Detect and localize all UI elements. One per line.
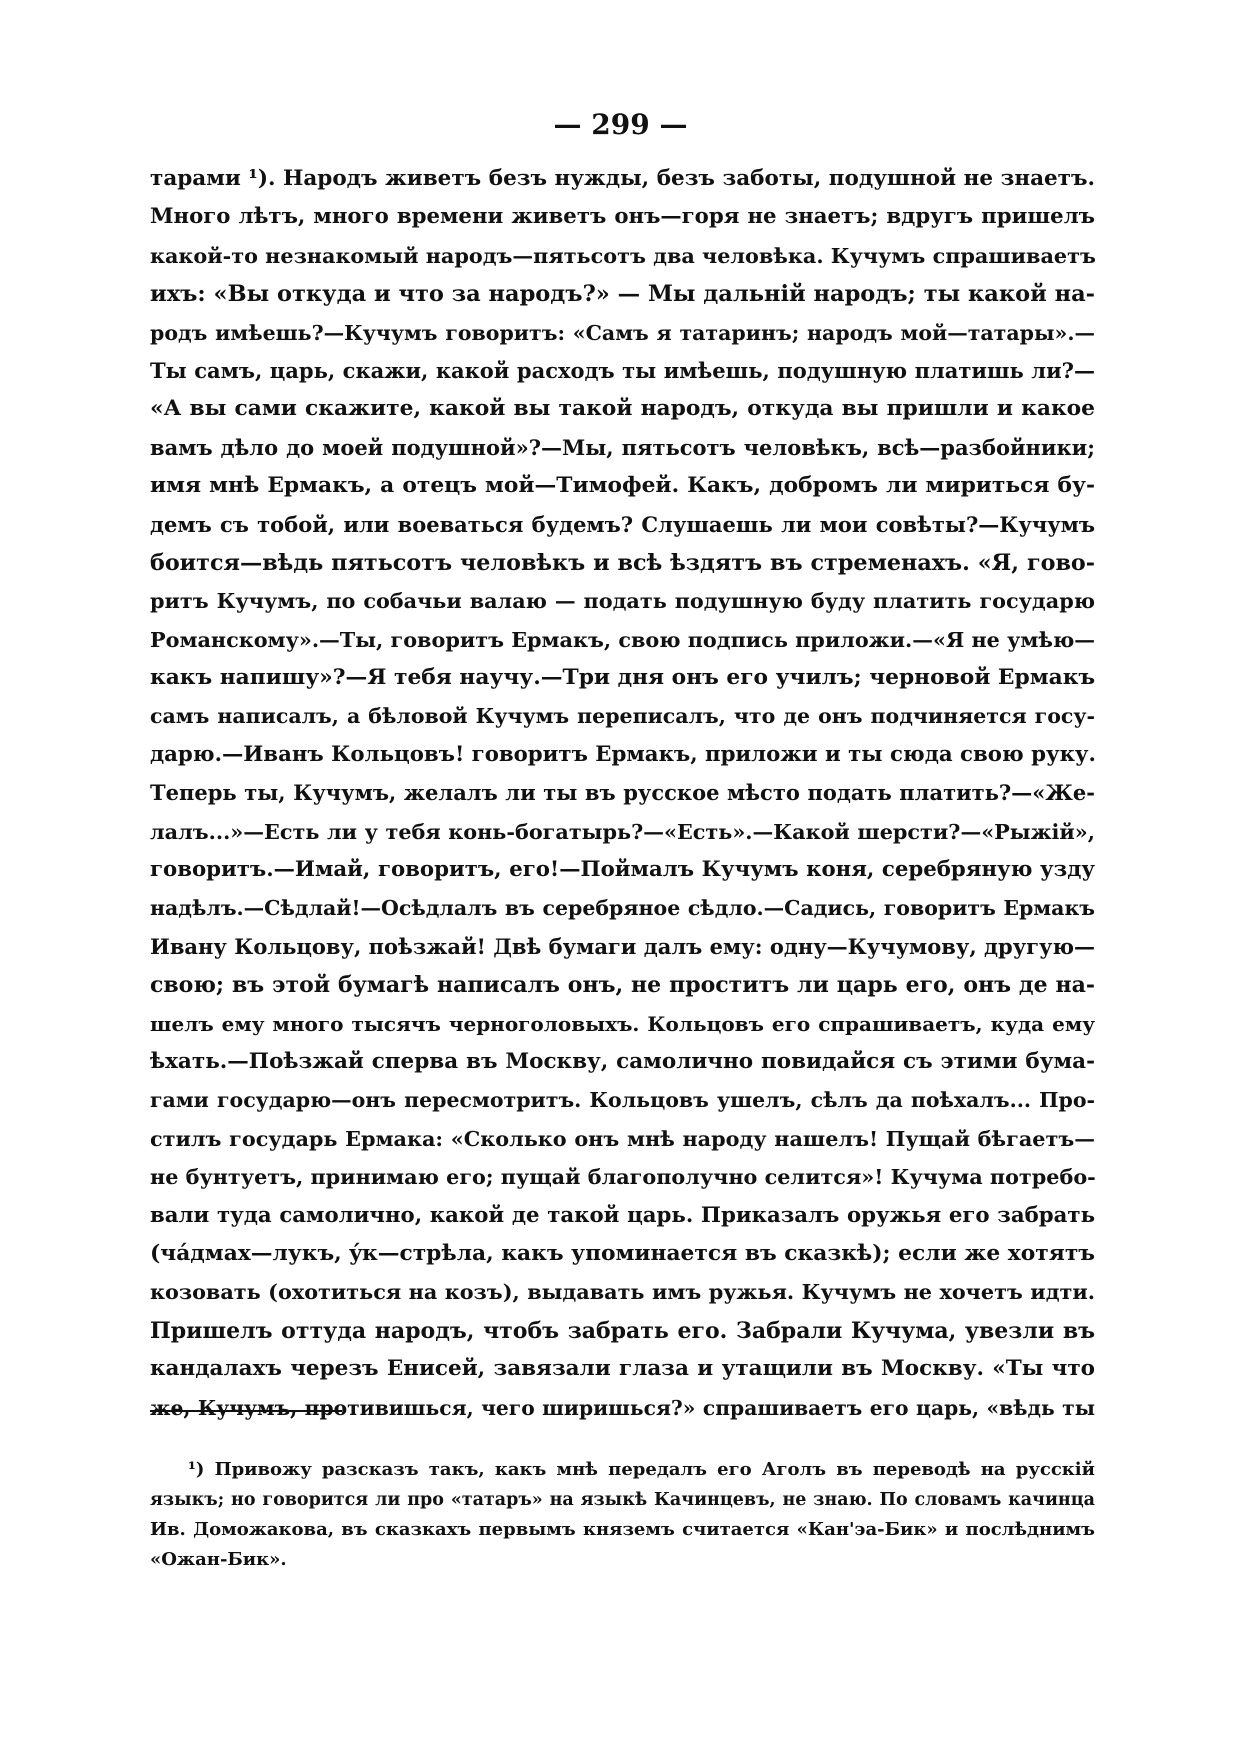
page-number: — 299 —	[553, 108, 688, 141]
footnote-line: Ив. Доможакова, въ сказкахъ первымъ княземъ считается «Кан'эа-Бик» и послѣднимъ	[150, 1519, 1095, 1540]
footnotes	[150, 1455, 1095, 1575]
body-line: козовать (охотиться на козъ), выдавать имъ ружья. Кучумъ не хочетъ идти.	[150, 1280, 1095, 1305]
body-text	[150, 160, 1095, 1427]
body-line: какой-то незнакомый народъ—пятьсотъ два человѣка. Кучумъ спрашиваетъ	[150, 243, 1096, 268]
body-line: вали туда самолично, какой де такой царь. Приказалъ оружья его забрать	[150, 1202, 1095, 1228]
body-line: Ивану Кольцову, поѣзжай! Двѣ бумаги далъ ему: одну—Кучумову, другую—	[150, 933, 1095, 959]
body-line: (чáдмах—лукъ, ýк—стрѣла, какъ упоминается въ сказкѣ); если же хотятъ	[150, 1240, 1095, 1266]
body-line: надѣлъ.—Сѣдлай!—Осѣдлалъ въ серебряное сѣдло.—Садись, говоритъ Ермакъ	[150, 896, 1095, 921]
body-line: же, Кучумъ, противишься, чего ширишься?» спрашиваетъ его царь, «вѣдь ты	[150, 1395, 1095, 1420]
body-line: Ты самъ, царь, скажи, какой расходъ ты имѣешь, подушную платишь ли?—	[150, 357, 1095, 383]
body-line: ритъ Кучумъ, по собачьи валаю — подать подушную буду платить государю	[150, 589, 1095, 614]
body-line: родъ имѣешь?—Кучумъ говоритъ: «Самъ я татаринъ; народъ мой—татары».—	[150, 320, 1095, 345]
body-line: тарами ¹). Народъ живетъ безъ нужды, безъ заботы, подушной не знаетъ.	[150, 166, 1095, 191]
body-line: ѣхать.—Поѣзжай сперва въ Москву, самолично повидайся съ этими бума-	[150, 1048, 1095, 1074]
body-line: свою; въ этой бумагѣ написалъ онъ, не проститъ ли царь его, онъ де на-	[150, 972, 1095, 999]
body-line: боится—вѣдь пятьсотъ человѣкъ и всѣ ѣздятъ въ стременахъ. «Я, гово-	[150, 549, 1095, 576]
body-line: вамъ дѣло до моей подушной»?—Мы, пятьсотъ человѣкъ, всѣ—разбойники;	[150, 434, 1095, 460]
body-line: Романскому».—Ты, говоритъ Ермакъ, свою подпись приложи.—«Я не умѣю—	[150, 627, 1096, 652]
footnote-line: «Ожан-Бик».	[150, 1549, 287, 1570]
body-line: ихъ: «Вы откуда и что за народъ?» — Мы дальній народъ; ты какой на-	[150, 281, 1096, 308]
body-line: имя мнѣ Ермакъ, а отецъ мой—Тимофей. Какъ, добромъ ли мириться бу-	[150, 473, 1095, 499]
body-line: не бунтуетъ, принимаю его; пущай благополучно селится»! Кучума потребо-	[150, 1165, 1096, 1190]
body-line: самъ написалъ, а бѣловой Кучумъ переписалъ, что де онъ подчиняется госу-	[150, 704, 1095, 729]
body-line: стилъ государь Ермака: «Сколько онъ мнѣ народу нашелъ! Пущай бѣгаетъ—	[150, 1126, 1095, 1151]
body-line: гами государю—онъ пересмотритъ. Кольцовъ ушелъ, сѣлъ да поѣхалъ... Про-	[150, 1088, 1095, 1113]
body-line: Пришелъ оттуда народъ, чтобъ забрать его. Забрали Кучума, увезли въ	[150, 1317, 1095, 1344]
body-line: шелъ ему много тысячъ черноголовыхъ. Кольцовъ его спрашиваетъ, куда ему	[150, 1011, 1095, 1036]
body-line: демъ съ тобой, или воеваться будемъ? Слушаешь ли мои совѣты?—Кучумъ	[150, 511, 1095, 537]
body-line: говоритъ.—Имай, говоритъ, его!—Поймалъ Кучумъ коня, серебряную узду	[150, 857, 1095, 883]
footnote-line: ¹) Привожу разсказъ такъ, какъ мнѣ передалъ его Аголъ въ переводѣ на русскій	[188, 1459, 1095, 1480]
body-line: лалъ...»—Есть ли у тебя конь-богатырь?—«Есть».—Какой шерсти?—«Рыжій»,	[150, 819, 1095, 844]
body-line: Много лѣтъ, много времени живетъ онъ—горя не знаетъ; вдругъ пришелъ	[150, 204, 1095, 230]
footnote-line: языкъ; но говорится ли про «татаръ» на языкѣ Качинцевъ, не знаю. По словамъ качинца	[150, 1490, 1095, 1510]
body-line: Теперь ты, Кучумъ, желалъ ли ты въ русское мѣсто подать платить?—«Же-	[150, 780, 1095, 806]
footnote-divider	[150, 1410, 342, 1412]
body-line: кандалахъ черезъ Енисей, завязали глаза и утащили въ Москву. «Ты что	[150, 1356, 1095, 1382]
body-line: какъ напишу»?—Я тебя научу.—Три дня онъ его училъ; черновой Ермакъ	[150, 665, 1096, 691]
body-line: дарю.—Иванъ Кольцовъ! говоритъ Ермакъ, приложи и ты сюда свою руку.	[150, 741, 1096, 767]
body-line: «А вы сами скажите, какой вы такой народъ, откуда вы пришли и какое	[150, 396, 1095, 422]
